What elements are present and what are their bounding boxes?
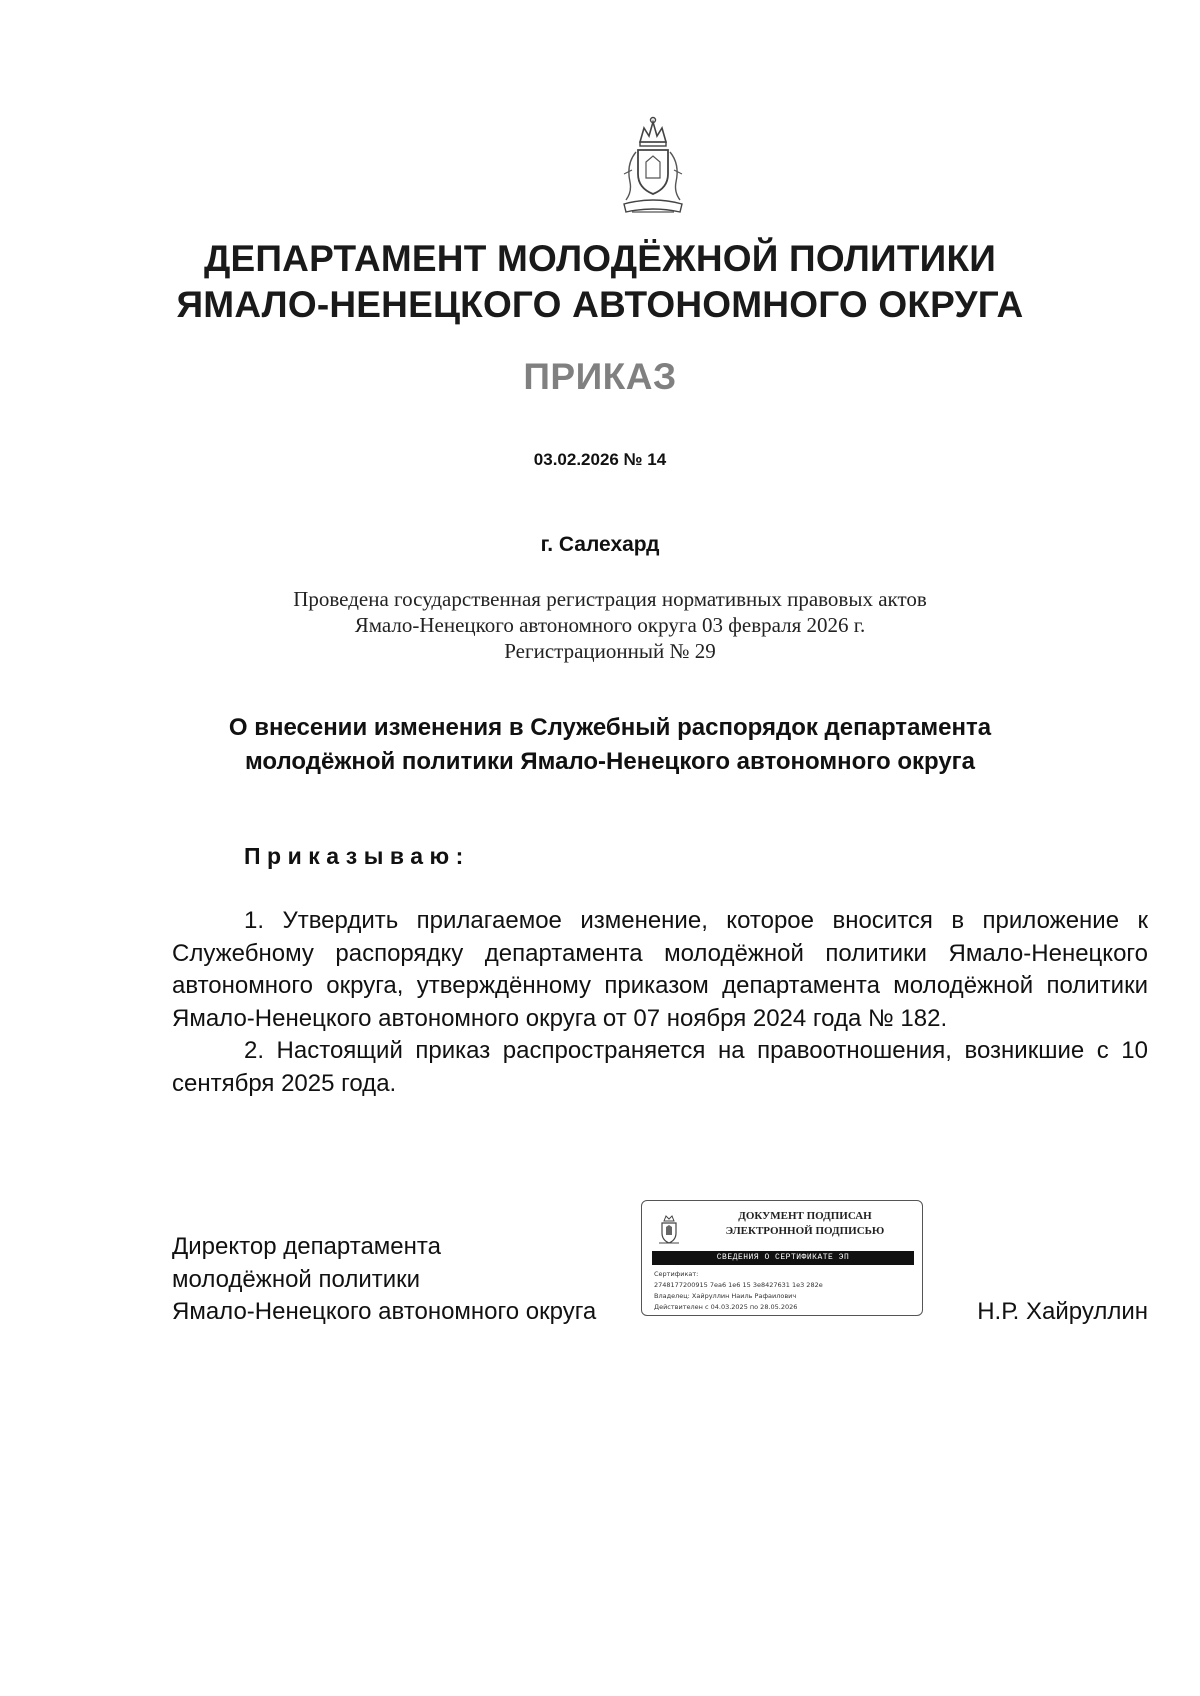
stamp-certificate-label: Сертификат:: [654, 1270, 699, 1278]
stamp-validity: Действителен с 04.03.2025 по 28.05.2026: [654, 1303, 798, 1311]
stamp-header: [692, 1209, 918, 1239]
signer-role-line3: Ямало-Ненецкого автономного округа: [172, 1298, 597, 1325]
paragraph-2: 2. Настоящий приказ распространяется на правоотношения, возникшие с 10 сентября 2025 года.: [172, 1037, 1148, 1097]
stamp-details: [654, 1269, 916, 1313]
stamp-certificate-bar: СВЕДЕНИЯ О СЕРТИФИКАТЕ ЭП: [652, 1251, 914, 1265]
document-body: [172, 905, 1148, 1100]
stamp-header-line1: ДОКУМЕНТ ПОДПИСАН: [738, 1210, 872, 1222]
document-date-number: 03.02.2026 № 14: [533, 450, 667, 469]
document-subject: [170, 711, 1050, 779]
department-title-line1: ДЕПАРТАМЕНТ МОЛОДЁЖНОЙ ПОЛИТИКИ: [203, 238, 997, 279]
decree-word: Приказываю:: [244, 843, 470, 869]
signer-role-line1: Директор департамента: [172, 1233, 441, 1260]
stamp-certificate-number: 2748177200915 7ea6 1e6 15 3e8427631 1e3 282e: [654, 1281, 823, 1289]
document-city: г. Салехард: [540, 533, 660, 556]
subject-line1: О внесении изменения в Служебный распорядок департамента: [228, 714, 992, 741]
coat-of-arms-icon: [618, 112, 688, 222]
registration-line3: Регистрационный № 29: [504, 639, 716, 663]
registration-line2: Ямало-Ненецкого автономного округа 03 февраля 2026 г.: [354, 613, 866, 637]
stamp-header-line2: ЭЛЕКТРОННОЙ ПОДПИСЬЮ: [725, 1225, 885, 1237]
department-title: [150, 236, 1050, 328]
subject-line2: молодёжной политики Ямало-Ненецкого автономного округа: [244, 748, 976, 775]
electronic-signature-stamp: [641, 1200, 923, 1316]
document-kind: ПРИКАЗ: [523, 356, 677, 397]
signer-role-line2: молодёжной политики: [172, 1265, 421, 1293]
department-title-line2: ЯМАЛО-НЕНЕЦКОГО АВТОНОМНОГО ОКРУГА: [176, 284, 1024, 325]
registration-note: [200, 586, 1020, 664]
registration-line1: Проведена государственная регистрация нормативных правовых актов: [293, 587, 927, 611]
stamp-owner: Владелец: Хайруллин Наиль Рафаилович: [654, 1292, 797, 1300]
coat-of-arms-icon: [656, 1213, 682, 1247]
signer-name: Н.Р. Хайруллин: [977, 1298, 1148, 1325]
paragraph-1: 1. Утвердить прилагаемое изменение, которое вносится в приложение к Служебному распорядку департамента молодёжной политики Ямало-Ненецкого автономного округа, утверждённому приказом департамента молодёжной политики Ямало-Ненецкого автономного округа от 07 ноября 2024 года № 182.: [172, 907, 1148, 1032]
